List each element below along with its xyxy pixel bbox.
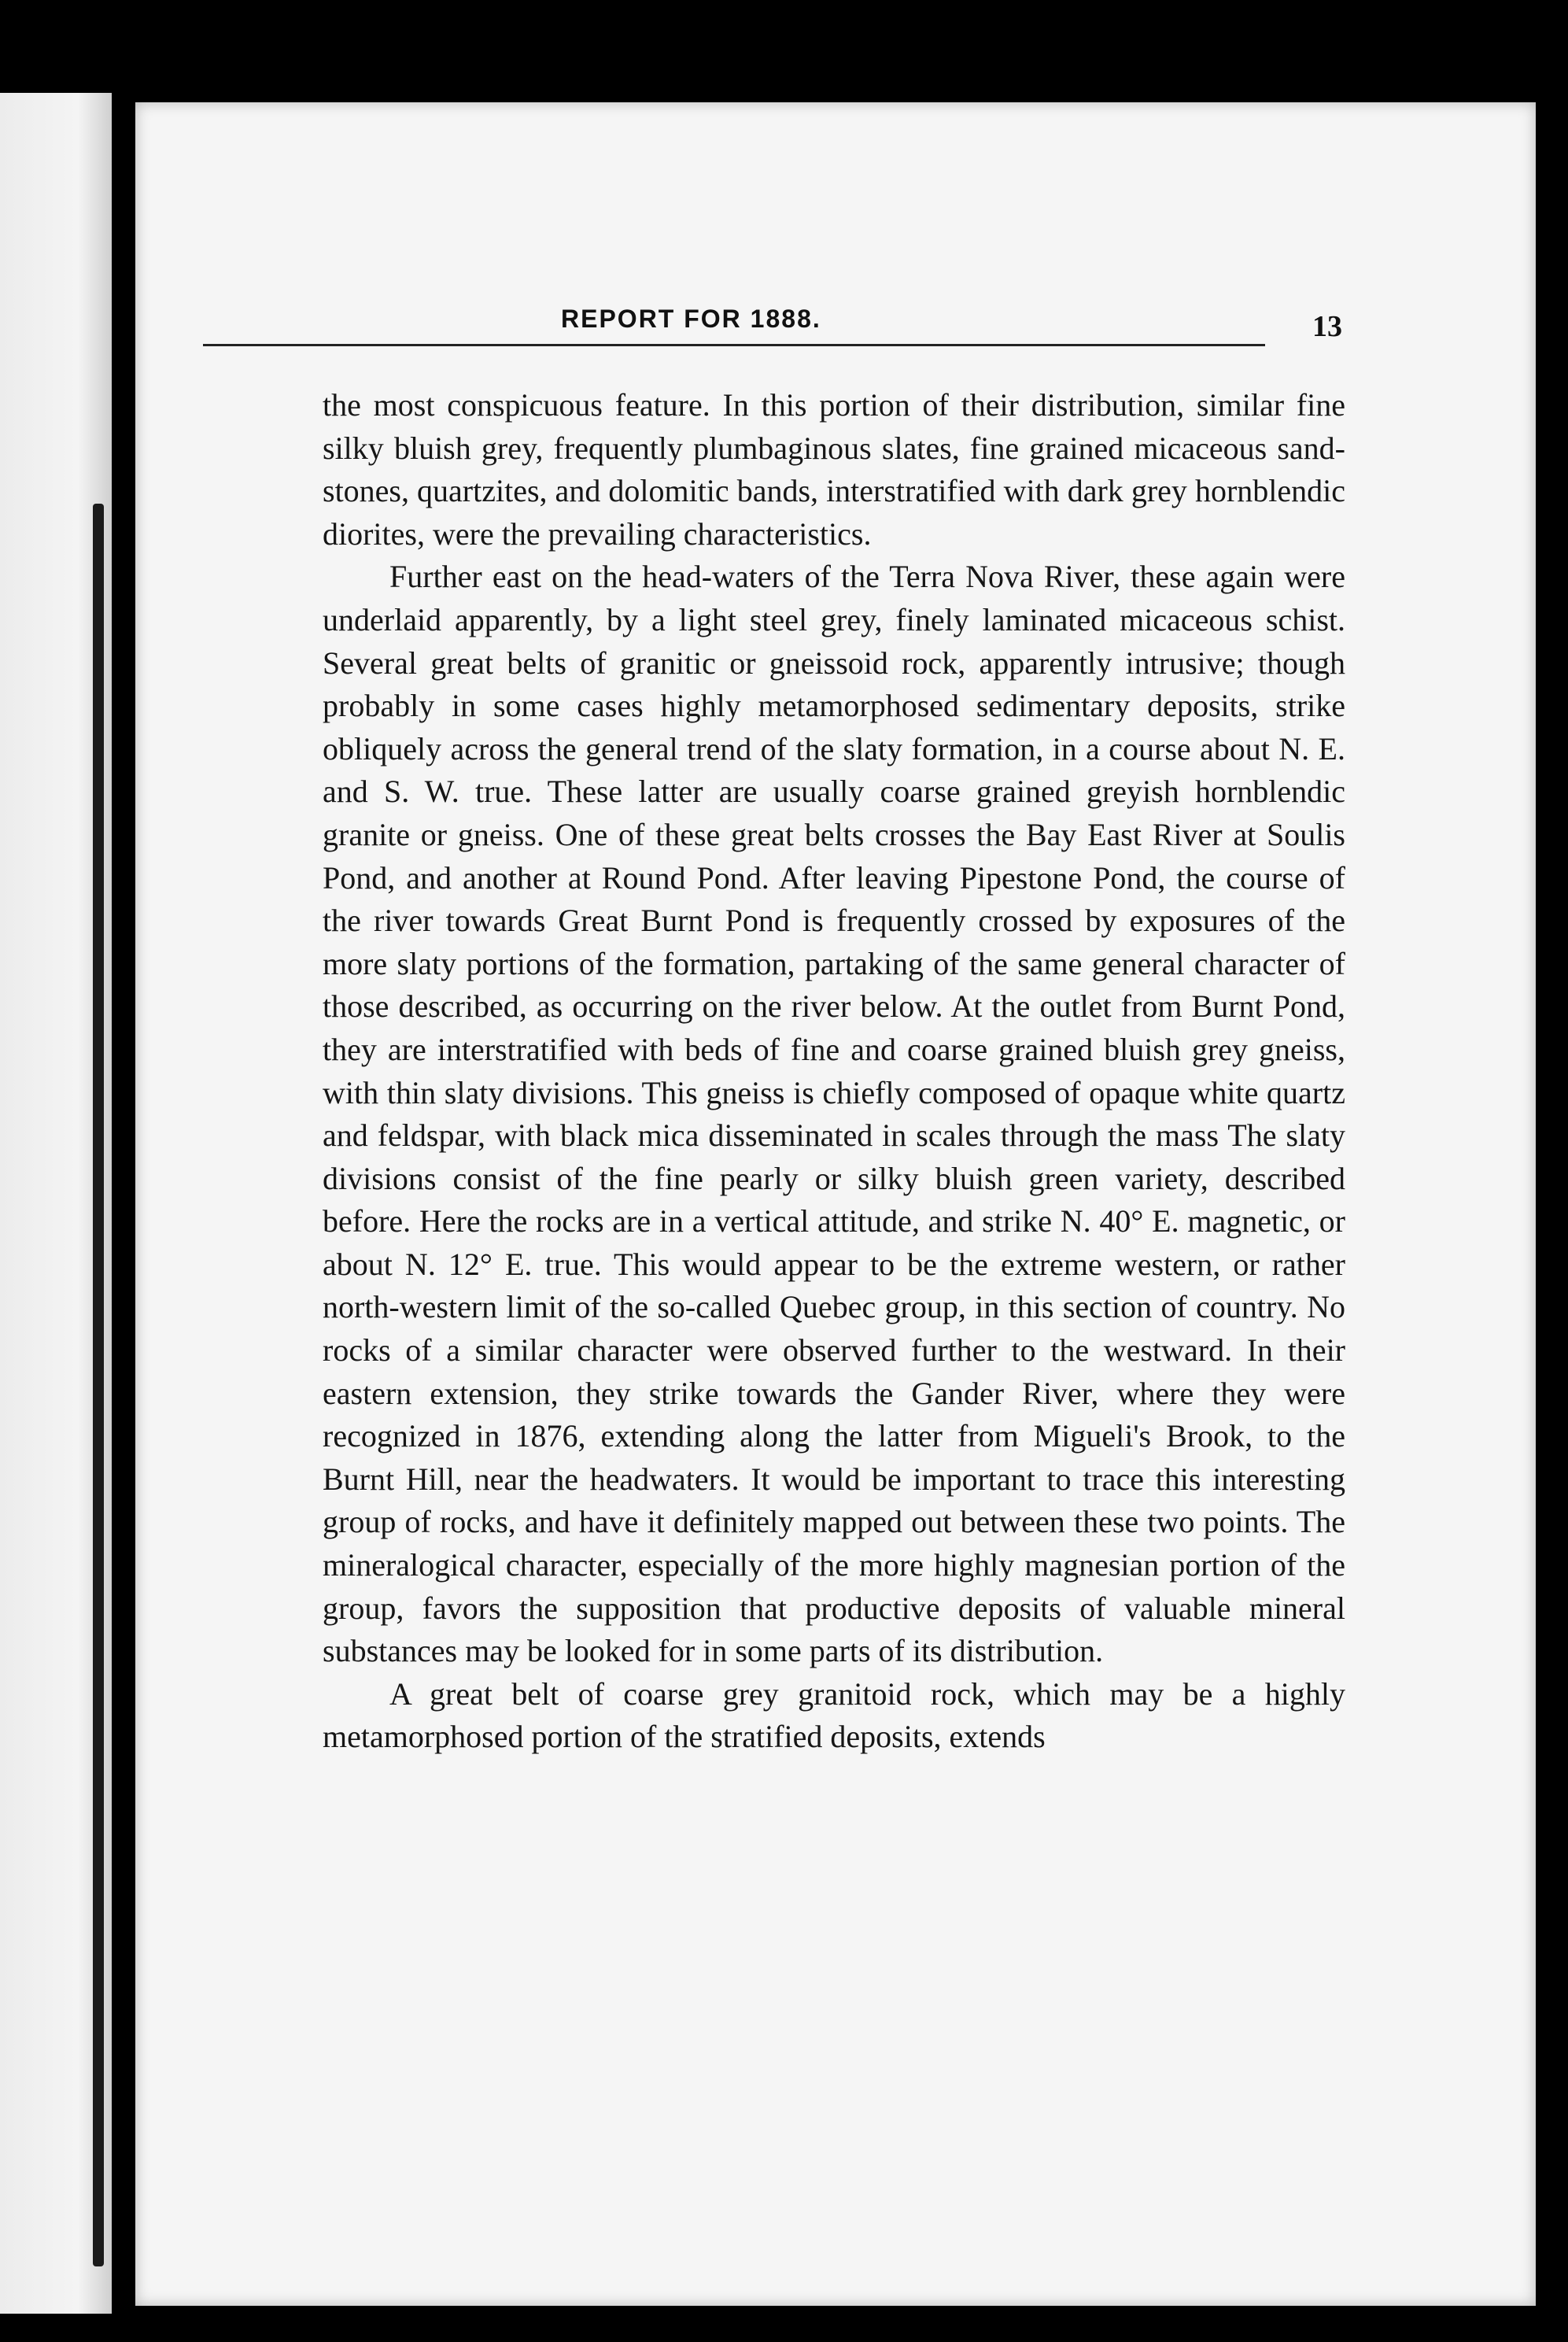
body-text — [323, 384, 1345, 1759]
paragraph: Further east on the head-waters of the Terra Nova River, these again were underlaid apparently, by a light steel grey, finely laminated micaceous schist. Several great belts of granitic or gneissoid rock, apparently intrusive; though probably in some cases highly metamorphosed sedimentary deposits, strike obliquely across the general trend of the slaty formation, in a course about N. E. and S. W. true. These latter are usually coarse grained greyish hornblendic granite or gneiss. One of these great belts crosses the Bay East River at Soulis Pond, and another at Round Pond. After leaving Pipestone Pond, the course of the river towards Great Burnt Pond is frequently crossed by exposures of the more slaty portions of the formation, partaking of the same general character of those described, as occurring on the river below. At the outlet from Burnt Pond, they are interstratified with beds of fine and coarse grained bluish grey gneiss, with thin slaty divisions. This gneiss is chiefly composed of opaque white quartz and feldspar, with black mica disseminated in scales through the mass The slaty divisions consist of the fine pearly or silky bluish green variety, described before. Here the rocks are in a vertical attitude, and strike N. 40° E. magnetic, or about N. 12° E. true. This would appear to be the extreme western, or rather north-western limit of the so-called Quebec group, in this section of country. No rocks of a similar character were observed further to the westward. In their eastern extension, they strike towards the Gander River, where they were recognized in 1876, extending along the latter from Migueli's Brook, to the Burnt Hill, near the headwaters. It would be important to trace this interesting group of rocks, and have it definitely mapped out between these two points. The mineralogical character, especially of the more highly magnesian portion of the group, favors the supposition that productive deposits of valuable mineral substances may be looked for in some parts of its distribution. — [323, 559, 1345, 1669]
page-number: 13 — [1312, 310, 1342, 343]
paragraph-continued: the most conspicuous feature. In this portion of their distribution, similar fine silky bluish grey, frequently plumbaginous slates, fine grained micaceous sand-stones, quartzites, and dolomitic bands, interstratified with dark grey hornblendic diorites, were the prevailing characteristics. — [323, 387, 1345, 552]
page-header — [203, 201, 1383, 358]
header-rule — [203, 344, 1265, 346]
running-title: REPORT FOR 1888. — [561, 305, 821, 333]
page-binding-shadow — [93, 504, 104, 2266]
paragraph: A great belt of coarse grey granitoid rock, which may be a highly metamorphosed portion of the stratified deposits, extends — [323, 1675, 1345, 1755]
